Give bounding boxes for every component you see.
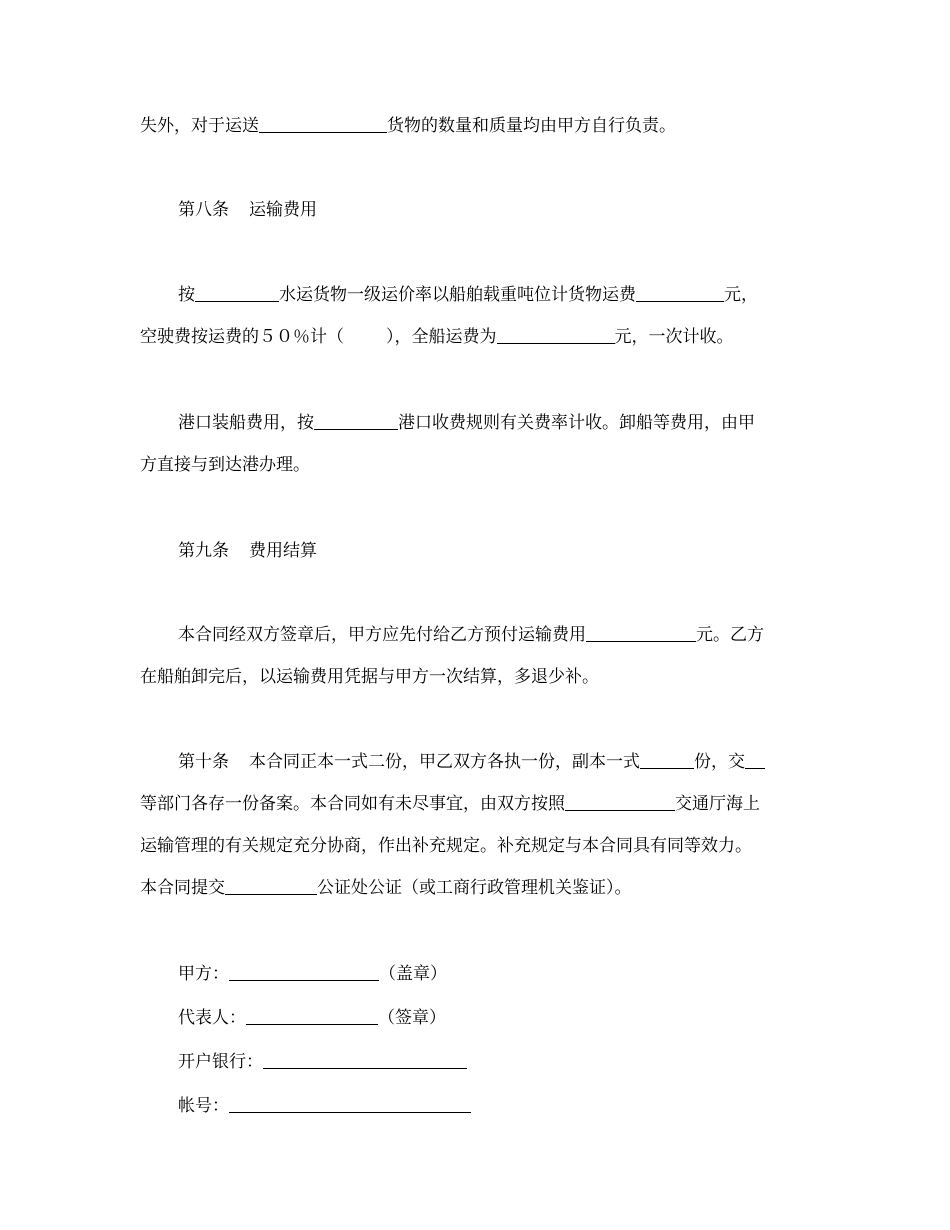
article-number: 第八条: [178, 200, 229, 220]
text-line-5: [178, 411, 755, 435]
article-number: 第九条: [178, 541, 229, 561]
text-line-6: [140, 453, 310, 477]
text: 交通厅海上: [675, 794, 760, 814]
article-8-heading: [178, 198, 317, 222]
text: 等部门各存一份备案。本合同如有未尽事宜，由双方按照: [140, 794, 565, 814]
fill-blank: [640, 750, 694, 769]
text: 本合同正本一式二份，甲乙双方各执一份，副本一式: [249, 752, 640, 772]
fill-blank: [195, 283, 279, 302]
representative-line: [178, 1006, 446, 1030]
representative-label: 代表人：: [178, 1008, 246, 1028]
account-label: 帐号：: [178, 1096, 229, 1116]
bank-line: [178, 1050, 467, 1074]
text-line-9: [140, 665, 599, 689]
article-10-line-4: [140, 876, 632, 900]
text: 货物的数量和质量均由甲方自行负责。: [387, 116, 676, 136]
article-number: 第十条: [178, 752, 229, 772]
text: 本合同提交: [140, 878, 225, 898]
text: 港口装船费用，按: [178, 413, 314, 433]
text: 水运货物一级运价率以船舶载重吨位计货物运费: [279, 285, 636, 305]
text: 份，交: [694, 752, 745, 772]
seal-note: （盖章）: [379, 964, 447, 984]
text: 港口收费规则有关费率计收。卸船等费用，由甲: [398, 413, 755, 433]
party-a-line: [178, 962, 447, 986]
text: 元，: [724, 285, 758, 305]
fill-blank: [565, 792, 675, 811]
text: 元。乙方: [696, 625, 764, 645]
text: 空驶费按运费的５０％计（: [140, 327, 344, 347]
text-line-8: [178, 623, 764, 647]
text: 本合同经双方签章后，甲方应先付给乙方预付运输费用: [178, 625, 586, 645]
article-10-line-2: [140, 792, 760, 816]
text-line-4: [140, 325, 734, 349]
fill-blank: [497, 325, 615, 344]
text: 公证处公证（或工商行政管理机关鉴证）。: [317, 878, 632, 898]
text: 失外，对于运送: [140, 116, 259, 136]
text: ），全船运费为: [386, 327, 497, 347]
text-line-3: [178, 283, 758, 307]
fill-blank: [314, 411, 398, 430]
article-title: 费用结算: [249, 541, 317, 561]
text-line-1: [140, 114, 676, 138]
fill-blank: [586, 623, 696, 642]
account-blank: [229, 1094, 471, 1113]
bank-label: 开户银行：: [178, 1052, 263, 1072]
article-10-line-1: [178, 750, 765, 774]
text: 元，一次计收。: [614, 327, 734, 347]
text: 方直接与到达港办理。: [140, 455, 310, 475]
party-a-label: 甲方：: [178, 964, 229, 984]
representative-blank: [246, 1006, 378, 1025]
text: 在船舶卸完后，以运输费用凭据与甲方一次结算，多退少补。: [140, 667, 599, 687]
article-title: 运输费用: [249, 200, 317, 220]
signature-note: （签章）: [378, 1008, 446, 1028]
account-line: [178, 1094, 471, 1118]
fill-blank: [225, 876, 317, 895]
fill-blank: [745, 750, 765, 769]
fill-blank: [259, 114, 387, 133]
text: 按: [178, 285, 195, 305]
article-10-line-3: [140, 834, 752, 858]
party-a-blank: [229, 962, 379, 981]
text: 运输管理的有关规定充分协商，作出补充规定。补充规定与本合同具有同等效力。: [140, 836, 752, 856]
fill-blank: [636, 283, 724, 302]
bank-blank: [263, 1050, 467, 1069]
article-9-heading: [178, 539, 317, 563]
